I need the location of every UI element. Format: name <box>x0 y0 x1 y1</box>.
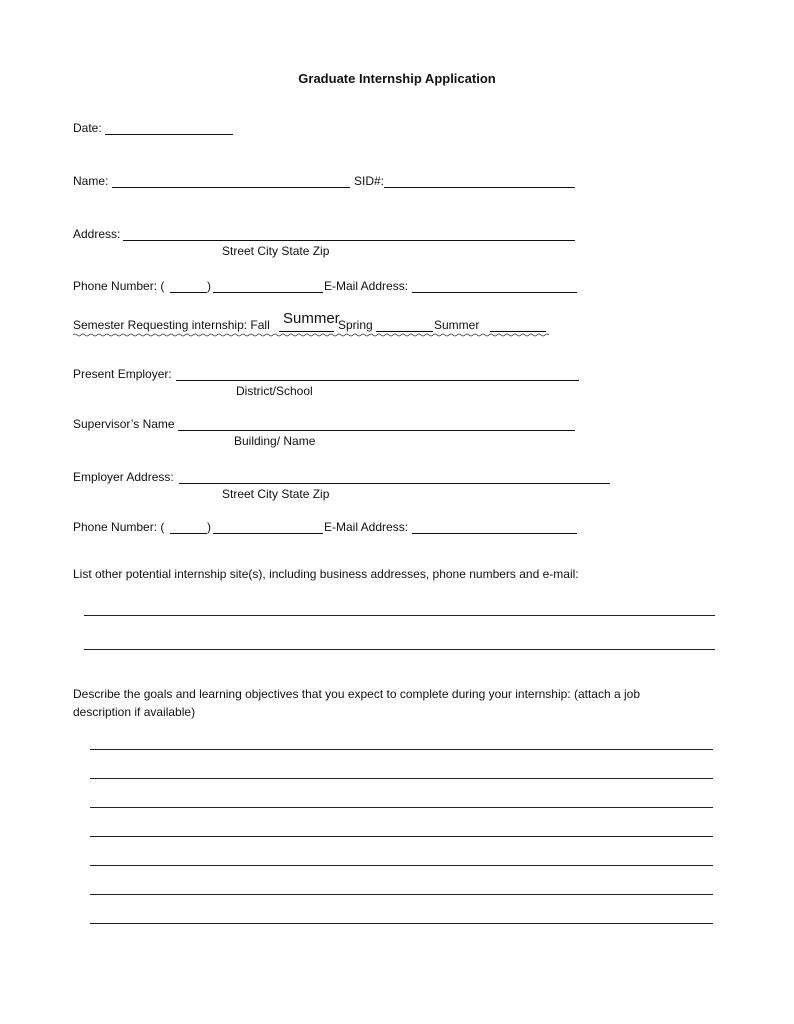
sid-label: SID#: <box>354 174 385 188</box>
summer-label: Summer <box>434 318 480 332</box>
area-code-field-1[interactable] <box>170 292 207 293</box>
wavy-divider <box>73 333 549 337</box>
goals-line-6[interactable] <box>90 894 713 895</box>
date-label: Date: <box>73 121 102 135</box>
phone-field-1[interactable] <box>213 292 323 293</box>
phone-label-2: Phone Number: ( <box>73 520 165 534</box>
email-label-1: E-Mail Address: <box>324 279 409 293</box>
date-field[interactable] <box>105 134 233 135</box>
semester-label: Semester Requesting internship: Fall <box>73 318 270 332</box>
sites-line-1[interactable] <box>84 615 715 616</box>
phone-paren-2: ) <box>207 520 211 534</box>
email-field-1[interactable] <box>412 292 577 293</box>
fall-field[interactable] <box>279 331 334 332</box>
list-sites-label: List other potential internship site(s), including business addresses, phone numbers and e-mail: <box>73 567 579 581</box>
goals-line-4[interactable] <box>90 836 713 837</box>
address-hint: Street City State Zip <box>222 244 330 258</box>
employer-address-label: Employer Address: <box>73 470 174 484</box>
describe-label-line2: description if available) <box>73 705 196 719</box>
supervisor-field[interactable] <box>178 430 575 431</box>
employer-address-hint: Street City State Zip <box>222 487 330 501</box>
address-label: Address: <box>73 227 121 241</box>
phone-label-1: Phone Number: ( <box>73 279 165 293</box>
describe-label-line1: Describe the goals and learning objectives that you expect to complete during your internship: (attach a job <box>73 687 640 701</box>
spring-label: Spring <box>338 318 373 332</box>
employer-hint: District/School <box>236 384 313 398</box>
area-code-field-2[interactable] <box>170 533 207 534</box>
present-employer-field[interactable] <box>176 380 579 381</box>
goals-line-2[interactable] <box>90 778 713 779</box>
goals-line-3[interactable] <box>90 807 713 808</box>
supervisor-hint: Building/ Name <box>234 434 316 448</box>
goals-line-7[interactable] <box>90 923 713 924</box>
phone-field-2[interactable] <box>213 533 323 534</box>
goals-line-1[interactable] <box>90 749 713 750</box>
page-title: Graduate Internship Application <box>298 71 496 86</box>
sid-field[interactable] <box>384 187 575 188</box>
fall-value: Summer <box>283 310 340 327</box>
supervisor-label: Supervisor’s Name <box>73 417 175 431</box>
present-employer-label: Present Employer: <box>73 367 172 381</box>
goals-line-5[interactable] <box>90 865 713 866</box>
summer-field[interactable] <box>490 331 546 332</box>
email-label-2: E-Mail Address: <box>324 520 409 534</box>
sites-line-2[interactable] <box>84 649 715 650</box>
spring-field[interactable] <box>376 331 433 332</box>
name-label: Name: <box>73 174 109 188</box>
address-field[interactable] <box>123 240 575 241</box>
phone-paren-1: ) <box>207 279 211 293</box>
employer-address-field[interactable] <box>179 483 610 484</box>
email-field-2[interactable] <box>412 533 577 534</box>
name-field[interactable] <box>112 187 350 188</box>
